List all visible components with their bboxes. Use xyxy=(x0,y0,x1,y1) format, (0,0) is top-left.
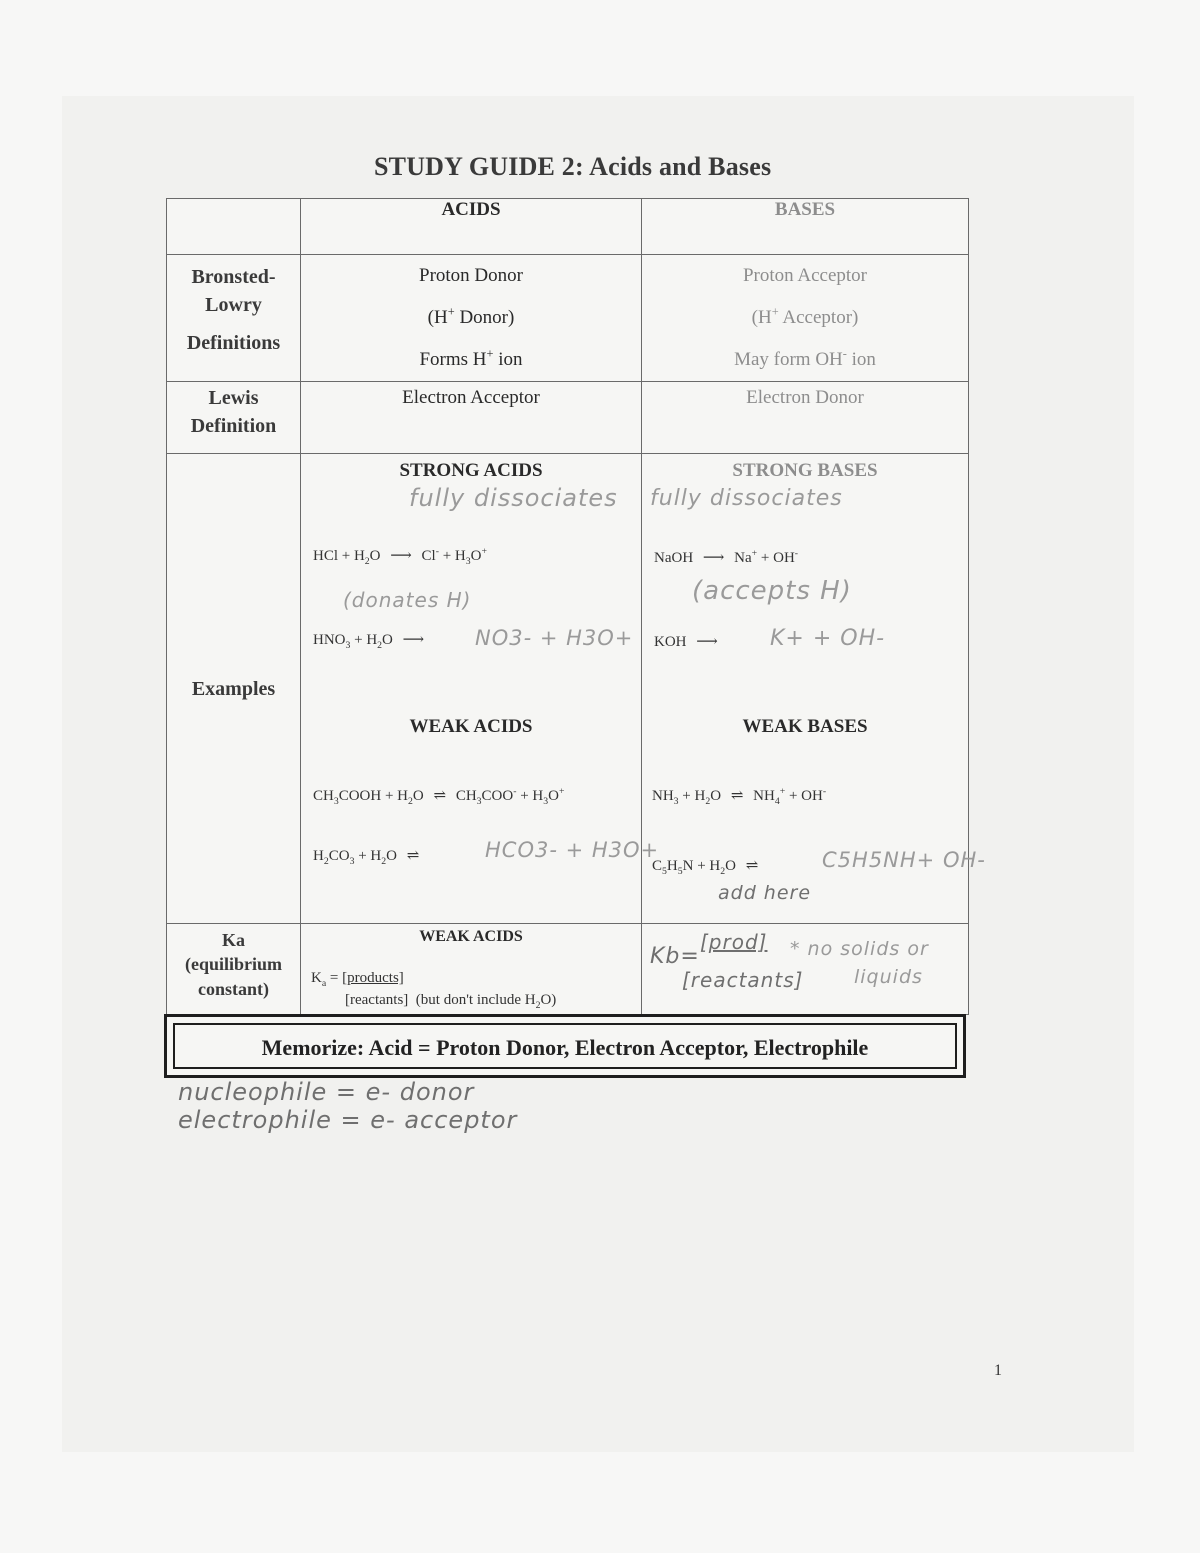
row-ka xyxy=(167,924,301,1015)
strong-bases-heading: STRONG BASES xyxy=(732,460,878,481)
acid-examples-cell xyxy=(301,454,660,924)
handwritten-kb: Kb= xyxy=(650,944,700,969)
header-bases: BASES xyxy=(642,199,969,255)
handwritten-pyridine-products: C5H5NH+ OH- xyxy=(822,848,986,872)
page-number: 1 xyxy=(994,1362,1002,1379)
equation-hcl: HCl + $H_2O$ ⟶ $Cl^- + H_3O^+$ xyxy=(313,546,487,567)
handwritten-koh-products: K+ + OH- xyxy=(770,626,886,651)
equation-acetic-acid: $CH_3COOH + H_2O$ ⇌ $CH_3COO^- + H_3O^+$ xyxy=(313,786,565,807)
handwritten-add-here: add here xyxy=(718,882,812,904)
handwritten-nucleophile-note: nucleophile = e- donor xyxy=(178,1078,475,1106)
corner-cell xyxy=(167,199,301,255)
acids-bases-table xyxy=(166,198,986,1015)
handwritten-kb-numerator: [prod] xyxy=(700,930,768,954)
base-forms-oh-ion: May form OH- ion xyxy=(734,346,876,370)
memorize-box xyxy=(164,1014,966,1078)
ka-acid-cell xyxy=(301,924,642,1015)
ka-label-line3: constant) xyxy=(198,978,269,999)
ka-formula-denominator: [reactants] (but don't include $H_2O$) xyxy=(345,992,557,1011)
acid-proton-donor: Proton Donor xyxy=(419,265,523,286)
lewis-label-line1: Lewis xyxy=(208,387,259,409)
base-examples-cell xyxy=(642,454,986,924)
handwritten-fully-dissociates-acid: fully dissociates xyxy=(409,484,618,512)
ka-label-line1: Ka xyxy=(221,930,245,950)
handwritten-accepts-h: (accepts H) xyxy=(692,576,852,606)
ka-formula-numerator: $K_a$ = [products] xyxy=(311,970,404,989)
equation-koh: KOH ⟶ xyxy=(654,634,718,650)
page-title: STUDY GUIDE 2: Acids and Bases xyxy=(374,152,772,181)
equation-h2co3: $H_2CO_3 + H_2O$ ⇌ xyxy=(313,848,420,867)
weak-bases-heading: WEAK BASES xyxy=(742,716,868,737)
acid-lewis: Electron Acceptor xyxy=(301,382,642,454)
acid-h-donor: (H+ Donor) xyxy=(427,304,515,328)
handwritten-kb-denominator: [reactants] xyxy=(682,968,804,992)
ka-label-line2: (equilibrium xyxy=(184,954,282,975)
acid-forms-h-ion: Forms H+ ion xyxy=(419,346,523,370)
memorize-text: Memorize: Acid = Proton Donor, Electron Acceptor, Electrophile xyxy=(173,1023,957,1069)
acid-bronsted-cell xyxy=(301,255,642,382)
examples-label: Examples xyxy=(191,677,276,700)
equation-naoh: NaOH ⟶ Na+ + OH- xyxy=(654,548,799,566)
handwritten-no-solids: * no solids or xyxy=(790,938,929,960)
row-bronsted-lowry xyxy=(167,255,301,382)
header-acids: ACIDS xyxy=(301,199,642,255)
definitions-label: Definitions xyxy=(186,332,281,354)
row-lewis xyxy=(167,382,301,454)
strong-acids-heading: STRONG ACIDS xyxy=(399,460,543,481)
ka-weak-acids-heading: WEAK ACIDS xyxy=(419,928,523,945)
handwritten-h2co3-products: HCO3- + H3O+ xyxy=(485,838,660,862)
bronsted-label-line2: Lowry xyxy=(205,294,262,316)
bronsted-label-line1: Bronsted- xyxy=(191,266,276,288)
lewis-label-line2: Definition xyxy=(190,415,277,437)
base-h-acceptor: (H+ Acceptor) xyxy=(751,304,859,328)
handwritten-liquids: liquids xyxy=(854,966,923,988)
base-proton-acceptor: Proton Acceptor xyxy=(742,265,867,286)
kb-base-cell xyxy=(642,924,969,1015)
weak-acids-heading: WEAK ACIDS xyxy=(409,716,533,737)
handwritten-hno3-products: NO3- + H3O+ xyxy=(475,626,634,650)
base-lewis: Electron Donor xyxy=(642,382,969,454)
equation-ammonia: $NH_3 + H_2O$ ⇌ $NH_4^+ + OH^-$ xyxy=(652,786,827,807)
equation-hno3: $HNO_3 + H_2O$ ⟶ xyxy=(313,632,425,651)
handwritten-donates-h: (donates H) xyxy=(343,588,472,612)
base-bronsted-cell xyxy=(642,255,969,382)
equation-pyridine: $C_5H_5N + H_2O$ ⇌ xyxy=(652,858,759,877)
row-examples xyxy=(167,454,301,924)
handwritten-electrophile-note: electrophile = e- acceptor xyxy=(178,1106,518,1134)
handwritten-fully-dissociates-base: fully dissociates xyxy=(650,486,843,511)
